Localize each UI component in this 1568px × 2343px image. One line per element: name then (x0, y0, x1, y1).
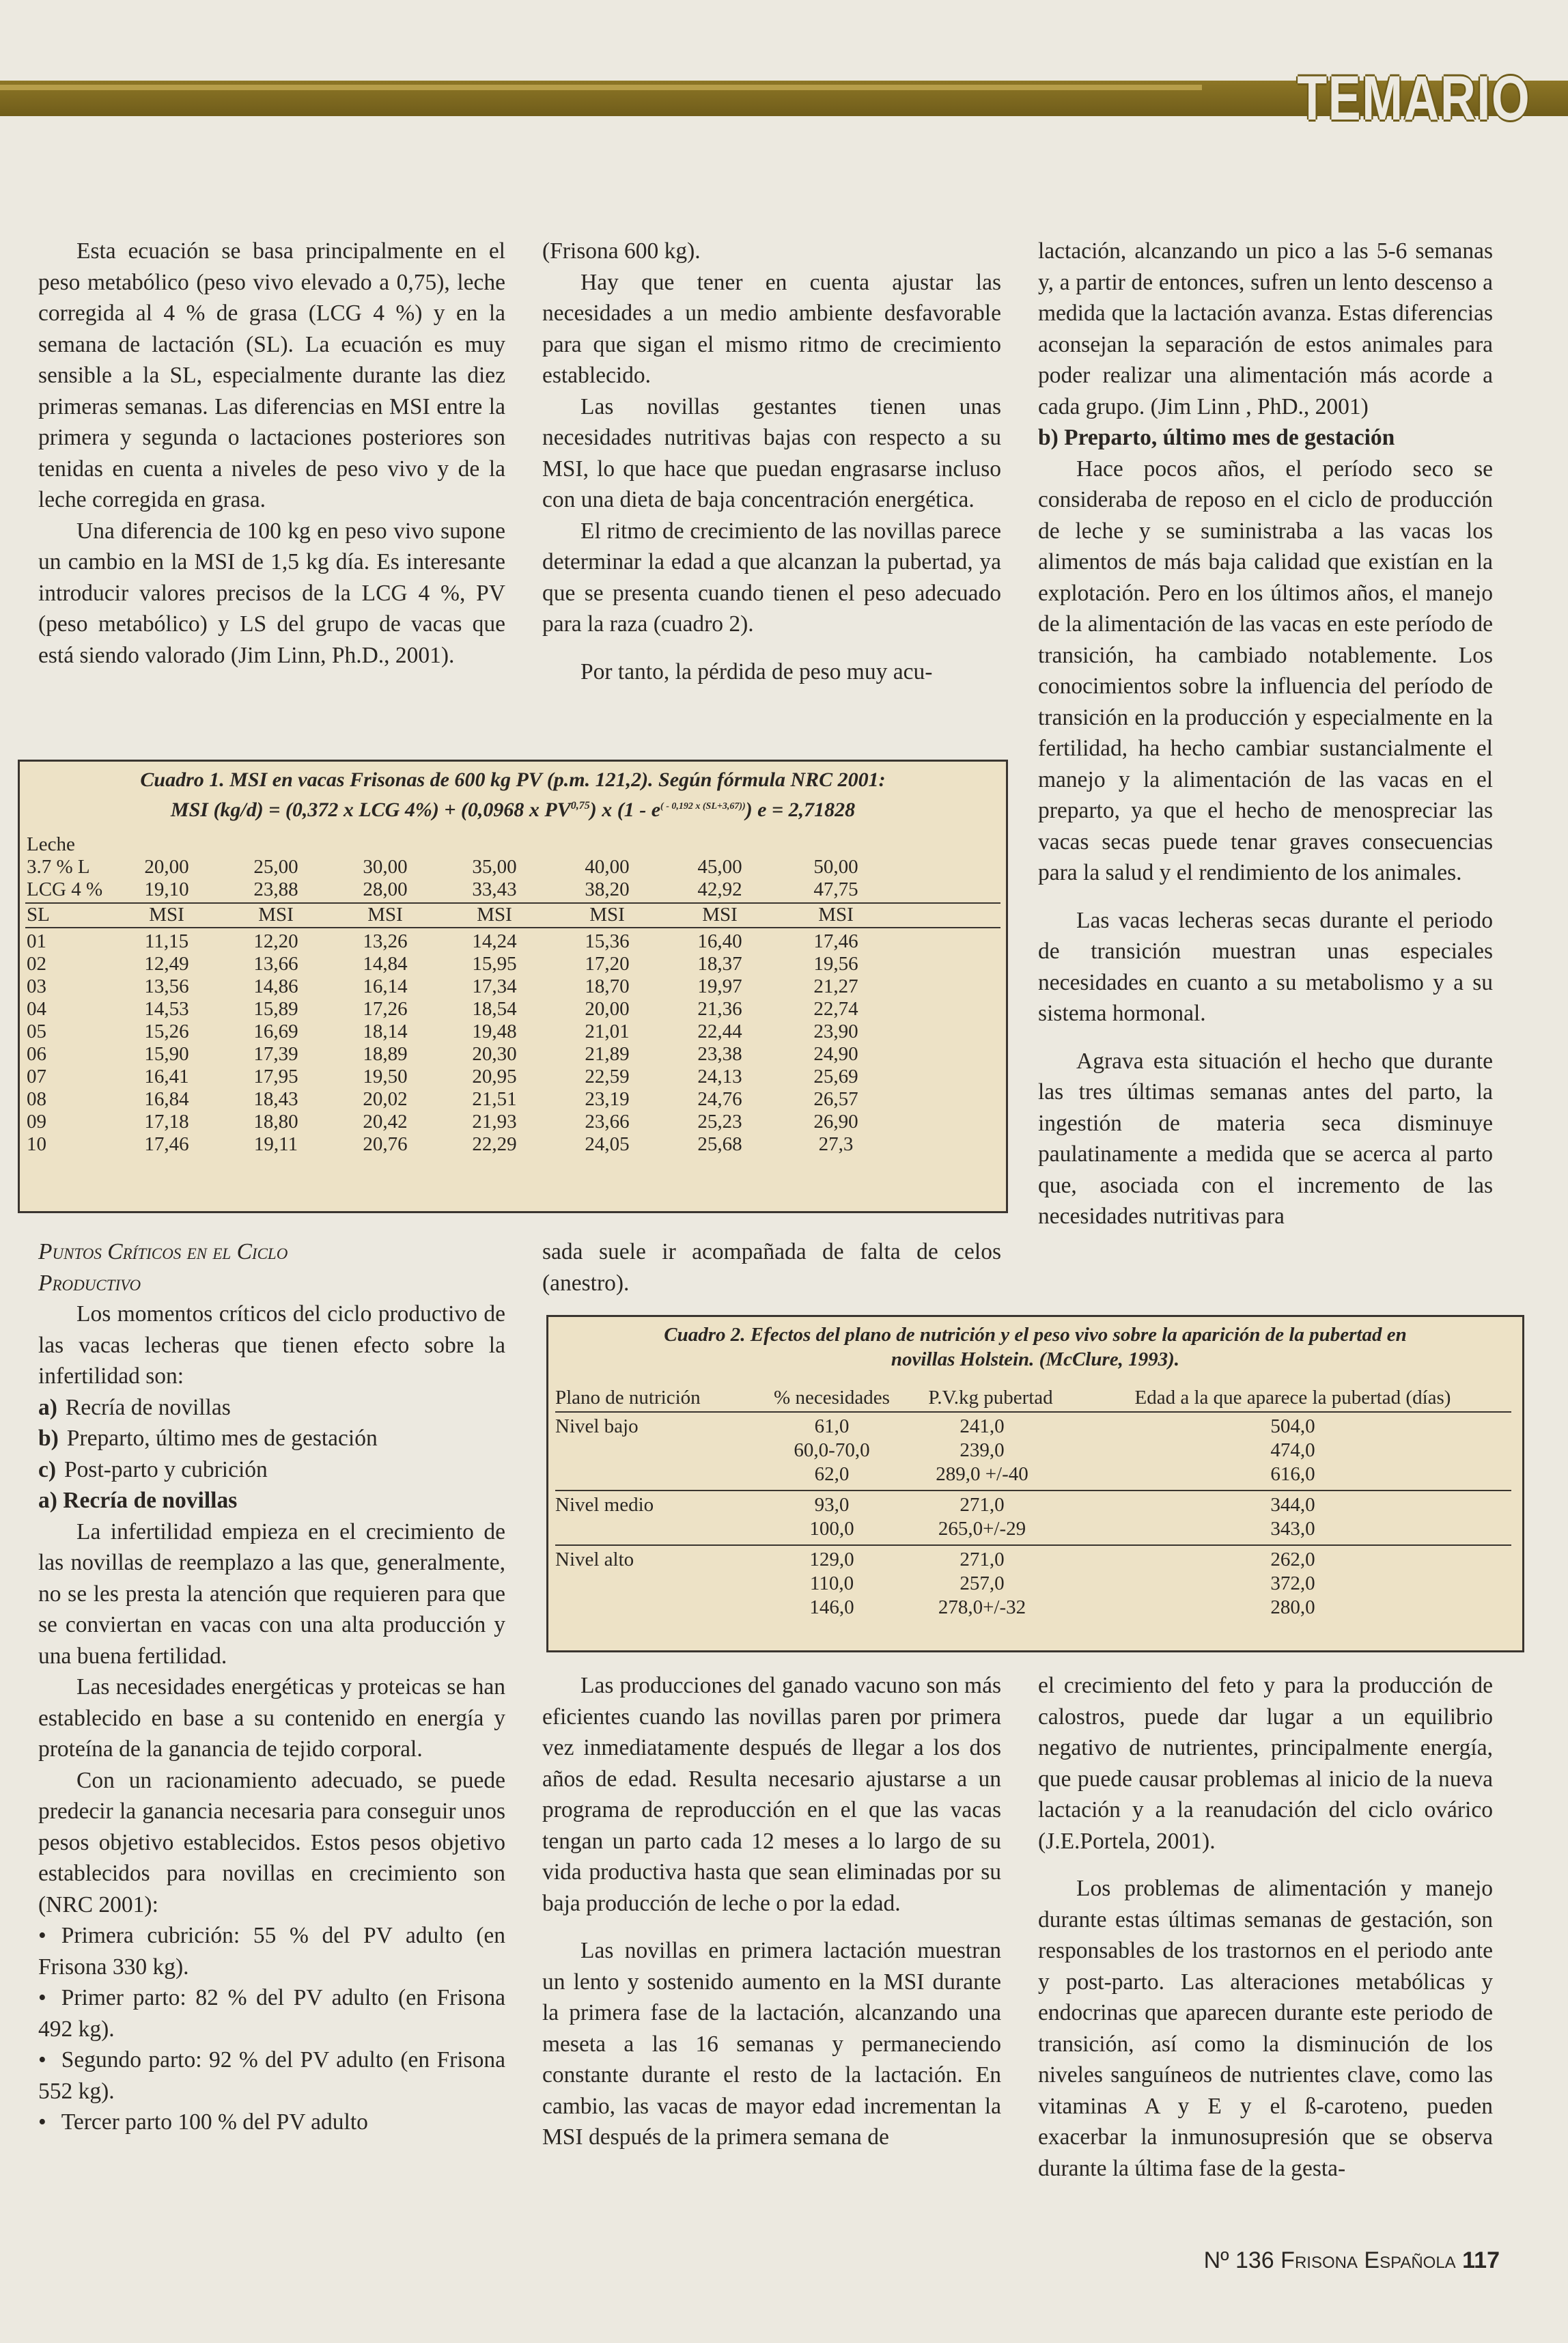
paragraph: Una diferencia de 100 kg en peso vivo supone un cambio en la MSI de 1,5 kg día. Es interesante introducir valores precisos de la LCG 4 %, PV (peso metabólico) y LS del grupo de vacas que está siendo valorado (Jim Linn, Ph.D., 2001). (38, 518, 505, 668)
row-label: 06 (27, 1043, 46, 1065)
bullet-icon: • (38, 1985, 46, 2010)
table-cell: 62,0 (814, 1463, 850, 1485)
table-cell: 20,30 (472, 1043, 517, 1065)
formula-part: ) x (1 - e (589, 799, 661, 821)
row-label: 02 (27, 953, 46, 975)
table-cell: 33,43 (472, 878, 517, 900)
table-cuadro-1 (18, 760, 1008, 1213)
table-cell: 372,0 (1270, 1572, 1315, 1594)
table-cell: 20,00 (585, 998, 630, 1020)
table-cell: 504,0 (1270, 1415, 1315, 1437)
table-cell: 18,80 (253, 1111, 298, 1133)
table-cell: 17,18 (144, 1111, 189, 1133)
table-2-header: Plano de nutrición (555, 1387, 701, 1409)
table-row-pct (20, 856, 1006, 879)
table-cell: 19,97 (697, 975, 742, 997)
table-row (20, 1088, 1006, 1111)
table-cell: 45,00 (697, 856, 742, 878)
table-cell: 13,26 (363, 930, 408, 952)
row-label: 08 (27, 1088, 46, 1110)
paragraph: La infertilidad empieza en el crecimiento de las novillas de reemplazo a las que, generalmente, no se les presta la atención que requieren para que se conviertan en vacas con una alta producción y una buena fertilidad. (38, 1519, 505, 1669)
table-cell: 19,56 (813, 953, 858, 975)
table-cell: 26,57 (813, 1088, 858, 1110)
table-row (20, 1111, 1006, 1134)
bullet-text: Primer parto: 82 % del PV adulto (en Frisona 492 kg). (38, 1985, 505, 2042)
table-cell: 129,0 (809, 1549, 854, 1570)
table-cell: 18,89 (363, 1043, 408, 1065)
table-cell: 15,95 (472, 953, 517, 975)
table-2-header: P.V.kg pubertad (928, 1387, 1053, 1409)
bullet-icon: • (38, 1923, 46, 1948)
table-cell: MSI (149, 904, 184, 926)
table-row (20, 1133, 1006, 1156)
table-cell: 23,19 (585, 1088, 630, 1110)
table-cell: 257,0 (960, 1572, 1005, 1594)
table-rule (555, 1490, 1511, 1491)
list-item (38, 1423, 505, 1454)
table-cell: 15,89 (253, 998, 298, 1020)
paragraph: Los problemas de alimentación y manejo durante estas últimas semanas de gestación, son responsables de los trastornos en el periodo ante y post-parto. Las alteraciones metabólicas y endocrinas que aparecen durante este periodo de transición, así como la disminución de los niveles sanguíneos de nutrientes clave, como las vitaminas A y E y el ß-caroteno, pueden exacerbar la inmunosupresión que se observa durante la última fase de la gesta- (1038, 1876, 1493, 2181)
table-cell: MSI (477, 904, 512, 926)
paragraph: Hace pocos años, el período seco se consideraba de reposo en el ciclo de producción de leche y se suministraba a las vacas los alimentos de más baja calidad que existían en la explotación. Pero en los últimos años, el manejo de la alimentación de las vacas en este período de transición, ha cambiado notablemente. Los conocimientos sobre la influencia del período de transición en la producción y especialmente en la fertilidad, ha hecho cambiar sustancialmente el manejo y la alimentación de las vacas en el preparto, ya que el hecho de menospreciar las vacas secas puede tenar graves consecuencias para la salud y el rendimiento de los animales. (1038, 456, 1493, 885)
table-1-title-line-1: Cuadro 1. MSI en vacas Frisonas de 600 kg PV (p.m. 121,2). Según fórmula NRC 2001: (140, 768, 886, 791)
table-cell: 16,40 (697, 930, 742, 952)
table-cell: 14,53 (144, 998, 189, 1020)
table-row-lcg (20, 878, 1006, 902)
column-2-top (542, 236, 1001, 687)
table-cell: 24,13 (697, 1066, 742, 1087)
table-cell: 22,74 (813, 998, 858, 1020)
table-cell: 17,26 (363, 998, 408, 1020)
table-rule (555, 1411, 1511, 1413)
table-cell: 110,0 (809, 1572, 854, 1594)
table-row (20, 953, 1006, 976)
table-row (20, 1066, 1006, 1089)
bullet-text: Segundo parto: 92 % del PV adulto (en Frisona 552 kg). (38, 2047, 505, 2104)
bullet-icon: • (38, 2047, 46, 2072)
table-cell: 17,95 (253, 1066, 298, 1087)
target-weights-list (38, 1920, 505, 2138)
table-cell: 100,0 (809, 1518, 854, 1540)
table-1-title (20, 762, 1006, 823)
table-cell: 17,20 (585, 953, 630, 975)
section-heading-recria: a) Recría de novillas (38, 1488, 238, 1513)
table-cell: 16,41 (144, 1066, 189, 1087)
list-key: b) (38, 1426, 59, 1451)
row-label: 03 (27, 975, 46, 997)
table-cell: MSI (258, 904, 294, 926)
list-text: Post-parto y cubrición (64, 1456, 268, 1482)
list-text: Preparto, último mes de gestación (66, 1426, 378, 1451)
table-cell: 289,0 +/-40 (936, 1463, 1028, 1485)
table-2-title-line-1: Cuadro 2. Efectos del plano de nutrición y el peso vivo sobre la aparición de la pubertad en (664, 1324, 1407, 1346)
row-label: 07 (27, 1066, 46, 1087)
table-cell: 22,44 (697, 1021, 742, 1042)
table-cell: 262,0 (1270, 1549, 1315, 1570)
paragraph: Las necesidades energéticas y proteicas se han establecido en base a su contenido en energía y proteína de la ganancia de tejido corporal. (38, 1674, 505, 1762)
table-header-row (20, 904, 1006, 927)
column-1-bottom (38, 1236, 505, 2138)
page-number: 117 (1462, 2247, 1500, 2273)
bullet-item (38, 1920, 505, 1982)
bullet-icon: • (38, 2109, 46, 2135)
paragraph: Esta ecuación se basa principalmente en el peso metabólico (peso vivo elevado a 0,75), leche corregida al 4 % de grasa (LCG 4 %) y en la semana de lactación (SL). La ecuación es muy sensible a la SL, especialmente durante las diez primeras semanas. Las diferencias en MSI entre la primera y segunda o lactaciones posteriores son tenidas en cuenta a niveles de peso vivo y de la leche corregida en grasa. (38, 238, 505, 512)
table-cell: 25,00 (253, 856, 298, 878)
table-cell: 14,24 (472, 930, 517, 952)
column-2-mid (542, 1236, 1001, 1299)
table-cell: 265,0+/-29 (938, 1518, 1026, 1540)
row-label: LCG 4 % (27, 878, 103, 900)
table-cell: 23,38 (697, 1043, 742, 1065)
row-label: Leche (27, 833, 75, 855)
critical-moments-list (38, 1392, 505, 1486)
header-highlight (0, 85, 1202, 90)
row-label: 05 (27, 1021, 46, 1042)
paragraph: el crecimiento del feto y para la producción de calostros, puede dar lugar a un equilibrio negativo de nutrientes, principalmente energía, que puede causar problemas al inicio de la nueva lactación y a la reanudación del ciclo ovárico (J.E.Portela, 2001). (1038, 1673, 1493, 1854)
table-cell: 22,59 (585, 1066, 630, 1087)
table-cell: 16,69 (253, 1021, 298, 1042)
paragraph: Las vacas lecheras secas durante el periodo de transición muestran unas especiales necesidades en cuanto a su metabolismo y a su sistema hormonal. (1038, 907, 1493, 1026)
column-2-bottom (542, 1670, 1001, 2153)
table-cuadro-2 (546, 1315, 1524, 1652)
subheading-puntos-criticos (38, 1236, 505, 1299)
table-cell: 343,0 (1270, 1518, 1315, 1540)
table-cell: 21,36 (697, 998, 742, 1020)
table-cell: 47,75 (813, 878, 858, 900)
table-cell: 42,92 (697, 878, 742, 900)
paragraph: Los momentos críticos del ciclo productivo de las vacas lecheras que tienen efecto sobre la infertilidad son: (38, 1301, 505, 1389)
table-cell: 21,51 (472, 1088, 517, 1110)
paragraph: sada suele ir acompañada de falta de celos (anestro). (542, 1239, 1001, 1296)
table-cell: 21,93 (472, 1111, 517, 1133)
table-cell: 11,15 (144, 930, 189, 952)
column-3-top (1038, 236, 1493, 1232)
nutrition-level: Nivel bajo (555, 1415, 639, 1437)
magazine-name: Frisona Española (1280, 2247, 1456, 2273)
row-label: 3.7 % L (27, 856, 90, 878)
table-cell: 40,00 (585, 856, 630, 878)
table-cell: MSI (702, 904, 738, 926)
formula-exponent: ( - 0,192 x (SL+3,67)) (660, 801, 746, 812)
table-cell: 30,00 (363, 856, 408, 878)
subheading-line: Puntos Críticos en el Ciclo (38, 1239, 288, 1264)
table-cell: 239,0 (960, 1439, 1005, 1461)
table-cell: 18,43 (253, 1088, 298, 1110)
table-cell: 23,88 (253, 878, 298, 900)
table-cell: 19,11 (253, 1133, 298, 1155)
table-row-leche (20, 833, 1006, 857)
table-rule (555, 1544, 1511, 1546)
table-cell: 278,0+/-32 (938, 1596, 1026, 1618)
table-cell: 15,90 (144, 1043, 189, 1065)
table-cell: 12,20 (253, 930, 298, 952)
row-label: SL (27, 904, 50, 926)
table-row (20, 975, 1006, 999)
table-cell: 23,66 (585, 1111, 630, 1133)
table-cell: 21,27 (813, 975, 858, 997)
table-cell: 241,0 (960, 1415, 1005, 1437)
bullet-item (38, 2107, 505, 2138)
table-cell: 21,89 (585, 1043, 630, 1065)
bullet-item (38, 1982, 505, 2044)
table-cell: 38,20 (585, 878, 630, 900)
paragraph: Por tanto, la pérdida de peso muy acu- (580, 658, 933, 684)
table-cell: 24,05 (585, 1133, 630, 1155)
row-label: 09 (27, 1111, 46, 1133)
paragraph: Las novillas gestantes tienen unas necesidades nutritivas bajas con respecto a su MSI, lo que hace que puedan engrasarse incluso con una dieta de baja concentración energética. (542, 393, 1001, 512)
paragraph: lactación, alcanzando un pico a las 5-6 semanas y, a partir de entonces, sufren un lento descenso a medida que la lactación avanza. Estas diferencias aconsejan la separación de estos animales para poder realizar una alimentación más acorde a cada grupo. (Jim Linn , PhD., 2001) (1038, 238, 1493, 419)
bullet-text: Tercer parto 100 % del PV adulto (61, 2109, 368, 2135)
table-cell: 280,0 (1270, 1596, 1315, 1618)
paragraph: El ritmo de crecimiento de las novillas parece determinar la edad a que alcanzan la pubertad, ya que se presenta cuando tienen el peso adecuado para la raza (cuadro 2). (542, 518, 1001, 637)
table-cell: MSI (367, 904, 403, 926)
table-cell: 20,76 (363, 1133, 408, 1155)
table-1-body (20, 833, 1006, 1209)
table-cell: 20,00 (144, 856, 189, 878)
table-cell: 27,3 (818, 1133, 854, 1155)
table-cell: 35,00 (472, 856, 517, 878)
table-cell: 16,14 (363, 975, 408, 997)
column-3-bottom (1038, 1670, 1493, 2184)
table-row (20, 930, 1006, 954)
table-cell: 271,0 (960, 1549, 1005, 1570)
table-cell: 24,76 (697, 1088, 742, 1110)
table-cell: 19,10 (144, 878, 189, 900)
table-cell: 24,90 (813, 1043, 858, 1065)
nutrition-level: Nivel alto (555, 1549, 634, 1570)
paragraph: (Frisona 600 kg). (542, 238, 701, 264)
table-2-header: % necesidades (774, 1387, 890, 1409)
table-cell: 18,37 (697, 953, 742, 975)
table-cell: 18,14 (363, 1021, 408, 1042)
table-cell: 20,95 (472, 1066, 517, 1087)
table-cell: 20,42 (363, 1111, 408, 1133)
table-cell: 19,48 (472, 1021, 517, 1042)
table-row (20, 1021, 1006, 1044)
table-cell: 17,46 (813, 930, 858, 952)
bullet-item (38, 2044, 505, 2107)
table-cell: 18,70 (585, 975, 630, 997)
list-text: Recría de novillas (65, 1394, 231, 1420)
table-cell: 14,84 (363, 953, 408, 975)
table-cell: 23,90 (813, 1021, 858, 1042)
table-cell: 28,00 (363, 878, 408, 900)
table-cell: 271,0 (960, 1494, 1005, 1516)
table-cell: 13,56 (144, 975, 189, 997)
row-label: 10 (27, 1133, 46, 1155)
formula-part: ) e = 2,71828 (745, 799, 856, 821)
table-cell: 21,01 (585, 1021, 630, 1042)
table-cell: 14,86 (253, 975, 298, 997)
table-cell: 17,46 (144, 1133, 189, 1155)
table-cell: 60,0-70,0 (794, 1439, 870, 1461)
table-cell: 25,68 (697, 1133, 742, 1155)
table-cell: 25,69 (813, 1066, 858, 1087)
table-cell: 13,66 (253, 953, 298, 975)
paragraph: Hay que tener en cuenta ajustar las necesidades a un medio ambiente desfavorable para que sigan el mismo ritmo de crecimiento establecido. (542, 269, 1001, 388)
table-cell: 17,39 (253, 1043, 298, 1065)
table-row (20, 998, 1006, 1021)
formula-exponent: 0,75 (570, 800, 590, 812)
row-label: 01 (27, 930, 46, 952)
column-1-top (38, 236, 505, 671)
table-cell: 344,0 (1270, 1494, 1315, 1516)
table-cell: 616,0 (1270, 1463, 1315, 1485)
list-item (38, 1454, 505, 1486)
list-key: c) (38, 1456, 57, 1482)
issue-number: Nº 136 (1203, 2247, 1274, 2273)
nutrition-level: Nivel medio (555, 1494, 654, 1516)
list-key: a) (38, 1394, 57, 1420)
table-cell: 20,02 (363, 1088, 408, 1110)
table-cell: 15,26 (144, 1021, 189, 1042)
row-label: 04 (27, 998, 46, 1020)
table-2-title (548, 1317, 1522, 1372)
page-footer (1204, 2247, 1500, 2274)
table-row (20, 1043, 1006, 1066)
bullet-text: Primera cubrición: 55 % del PV adulto (en Frisona 330 kg). (38, 1923, 505, 1980)
table-cell: 18,54 (472, 998, 517, 1020)
list-item (38, 1392, 505, 1424)
formula-part: MSI (kg/d) = (0,372 x LCG 4%) + (0,0968 x PV (170, 799, 571, 821)
table-cell: 12,49 (144, 953, 189, 975)
paragraph: Las producciones del ganado vacuno son más eficientes cuando las novillas paren por primera vez inmediatamente después de llegar a los dos años de edad. Resulta necesario ajustarse a un programa de reproducción en el que las vacas tengan un parto cada 12 meses a lo largo de su vida productiva hasta que sean eliminadas por su baja producción de leche o por la edad. (542, 1673, 1001, 1916)
table-cell: 25,23 (697, 1111, 742, 1133)
section-title: TEMARIO (1297, 64, 1530, 133)
table-cell: 17,34 (472, 975, 517, 997)
table-cell: MSI (589, 904, 625, 926)
table-rule (25, 927, 1000, 928)
table-1-title-line-2 (20, 793, 1006, 823)
table-cell: 16,84 (144, 1088, 189, 1110)
table-cell: 50,00 (813, 856, 858, 878)
table-2-title-line-2: novillas Holstein. (McClure, 1993). (891, 1348, 1180, 1370)
table-2-body (548, 1385, 1522, 1648)
table-cell: 93,0 (814, 1494, 850, 1516)
table-cell: 15,36 (585, 930, 630, 952)
table-cell: 146,0 (809, 1596, 854, 1618)
paragraph: Con un racionamiento adecuado, se puede predecir la ganancia necesaria para conseguir unos pesos objetivo establecidos. Estos pesos objetivo establecidos para novillas en crecimiento son (NRC 2001): (38, 1767, 505, 1917)
table-cell: MSI (818, 904, 854, 926)
table-cell: 474,0 (1270, 1439, 1315, 1461)
table-2-header: Edad a la que aparece la pubertad (días) (1134, 1387, 1451, 1409)
table-cell: 61,0 (814, 1415, 850, 1437)
subheading-line: Productivo (38, 1270, 141, 1296)
table-cell: 19,50 (363, 1066, 408, 1087)
table-cell: 26,90 (813, 1111, 858, 1133)
section-heading-preparto: b) Preparto, último mes de gestación (1038, 425, 1395, 450)
table-cell: 22,29 (472, 1133, 517, 1155)
paragraph: Las novillas en primera lactación muestran un lento y sostenido aumento en la MSI durante la primera fase de la lactación, alcanzando una meseta a las 16 semanas y permaneciendo constante durante el resto de la lactación. En cambio, las vacas de mayor edad incrementan la MSI después de la primera semana de (542, 1938, 1001, 2150)
paragraph: Agrava esta situación el hecho que durante las tres últimas semanas antes del parto, la ingestión de materia seca disminuye paulatinamente a medida que se acerca al parto que, asociada con el incremento de las necesidades nutritivas para (1038, 1048, 1493, 1229)
